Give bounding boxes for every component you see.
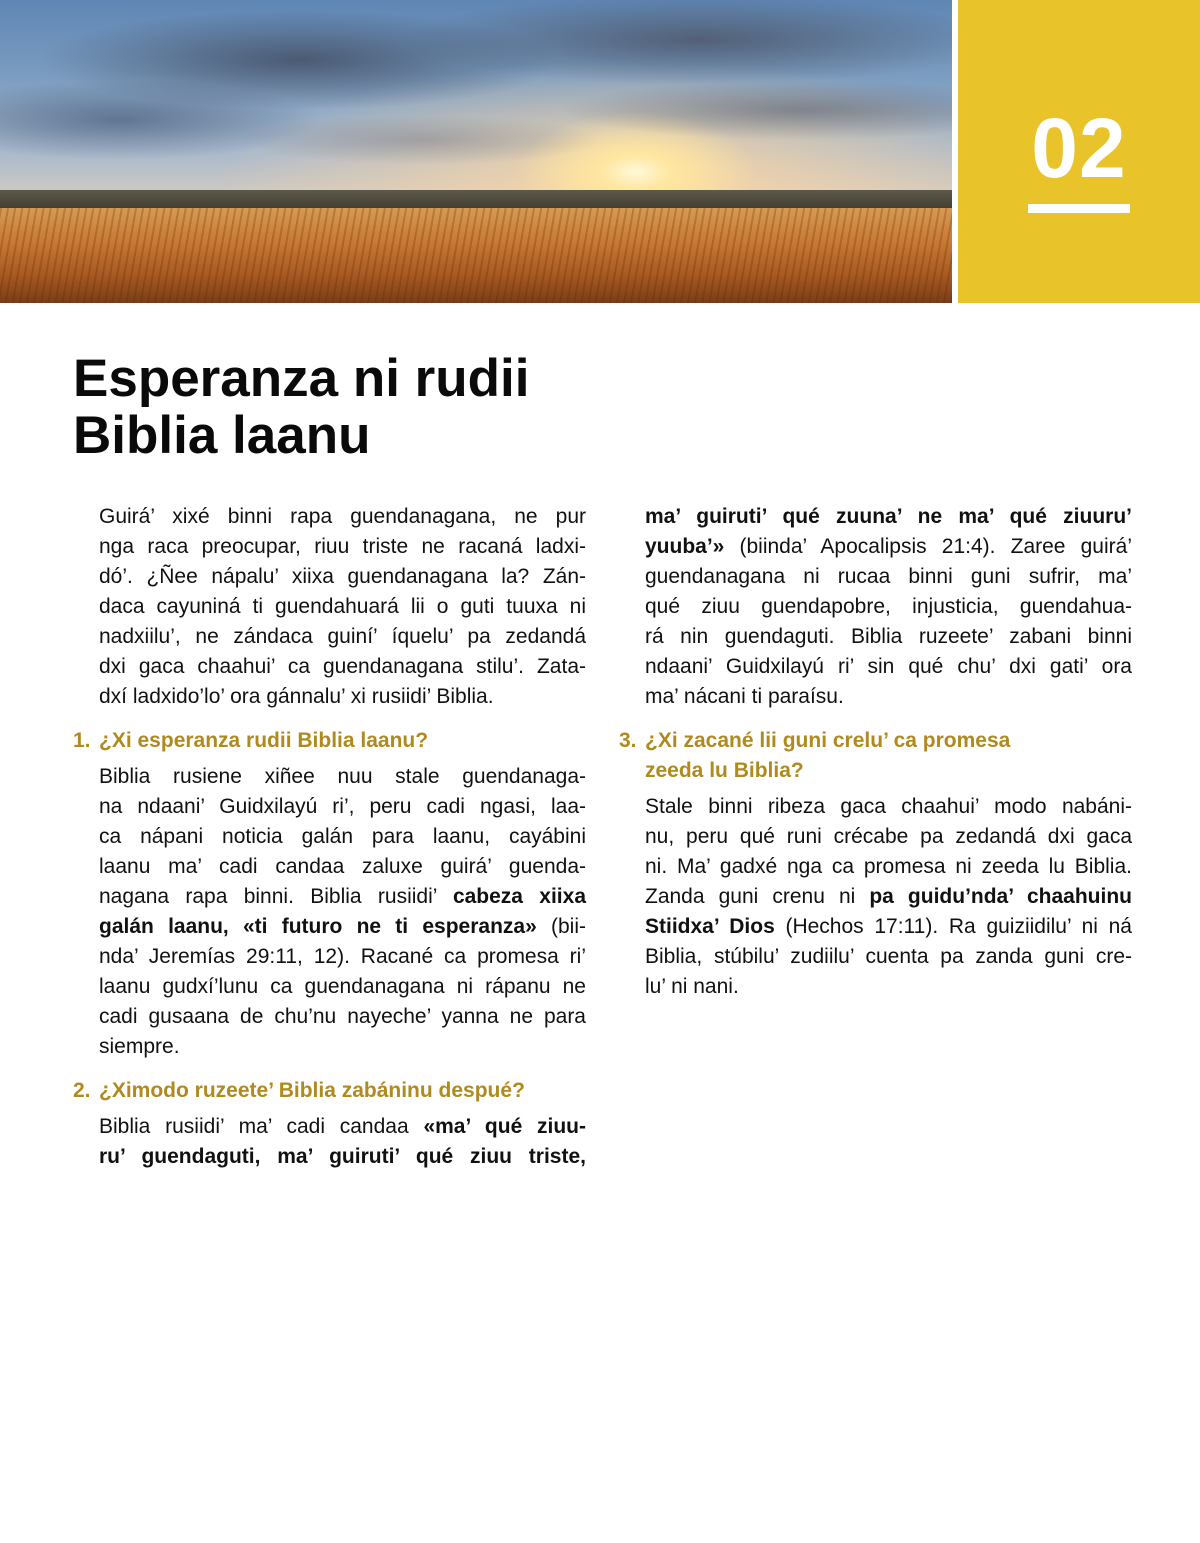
- text: Biblia rusiene xiñee nuu stale guendanaga-: [99, 765, 586, 788]
- text-line: [645, 882, 1132, 912]
- text: nagana rapa binni. Biblia rusiidi’: [99, 885, 453, 908]
- text: ni. Ma’ gadxé nga ca promesa ni zeeda lu Biblia.: [645, 855, 1132, 878]
- hero-image-wheat-field-sunset: [0, 0, 952, 303]
- text-line: [99, 562, 586, 592]
- text-line: [99, 912, 586, 942]
- text-line: [99, 1112, 586, 1142]
- text: ma’ nácani ti paraísu.: [645, 685, 844, 708]
- text: siempre.: [99, 1035, 180, 1058]
- text-line: [645, 532, 1132, 562]
- text-line: [645, 852, 1132, 882]
- text-line: [645, 592, 1132, 622]
- wheat-field: [0, 208, 952, 303]
- text-line: [99, 622, 586, 652]
- section-heading: [73, 1076, 586, 1106]
- text-line: [645, 972, 1132, 1002]
- text-line: [99, 972, 586, 1002]
- text: laanu gudxí’lunu ca guendanagana ni rápanu ne: [99, 975, 586, 998]
- chapter-number: 02: [1031, 101, 1127, 195]
- text-line: [645, 652, 1132, 682]
- text: nga raca preocupar, riuu triste ne racaná ladxi-: [99, 535, 586, 558]
- text: guendanagana ni rucaa binni guni sufrir, ma’: [645, 565, 1132, 588]
- text: nu, peru qué runi crécabe pa zedandá dxi gaca: [645, 825, 1132, 848]
- text-line: [99, 822, 586, 852]
- bold-text: cabeza xiixa: [452, 885, 586, 908]
- text-line: [99, 942, 586, 972]
- text: Biblia, stúbilu’ zudiilu’ cuenta pa zanda guni cre-: [645, 945, 1132, 968]
- section-number: 2.: [73, 1079, 91, 1102]
- bold-text: galán laanu, «ti futuro ne ti esperanza»: [99, 915, 537, 938]
- text-line: [645, 562, 1132, 592]
- text-line: [645, 822, 1132, 852]
- text-line: [99, 502, 586, 532]
- section-heading-text: ¿Xi esperanza rudii Biblia laanu?: [99, 729, 429, 752]
- section-number: 3.: [619, 729, 637, 752]
- text: lu’ ni nani.: [645, 975, 739, 998]
- paragraph: [99, 502, 586, 712]
- text: daca cayuniná ti guendahuará lii o guti tuuxa ni: [99, 595, 586, 618]
- text-line: [99, 652, 586, 682]
- bold-text: «ma’ qué ziuu-: [423, 1115, 587, 1138]
- text: nadxiilu’, ne zándaca guiní’ íquelu’ pa zedandá: [99, 625, 586, 648]
- text-line: [645, 682, 1132, 712]
- bold-text: pa guidu’nda’ chaahuinu: [869, 885, 1132, 908]
- text: rá nin guendaguti. Biblia ruzeete’ zabani binni: [645, 625, 1132, 648]
- chapter-badge: [958, 0, 1200, 303]
- page-title-line: Biblia laanu: [73, 406, 371, 465]
- section-heading: [619, 726, 1132, 786]
- text: dó’. ¿Ñee nápalu’ xiixa guendanagana la? Zán-: [99, 565, 586, 588]
- text: (Hechos 17:11). Ra guiziidilu’ ni ná: [774, 915, 1132, 938]
- text: cadi gusaana de chu’nu nayeche’ yanna ne para: [99, 1005, 586, 1028]
- bold-text: yuuba’»: [645, 535, 725, 558]
- text-line: [99, 532, 586, 562]
- text: laanu ma’ cadi candaa zaluxe guirá’ guenda-: [99, 855, 586, 878]
- paragraph: [645, 792, 1132, 1002]
- text-line: [99, 682, 586, 712]
- text-line: [99, 1032, 586, 1062]
- text-line: [645, 792, 1132, 822]
- text: na ndaani’ Guidxilayú ri’, peru cadi ngasi, laa-: [99, 795, 586, 818]
- text-line: [645, 942, 1132, 972]
- text-line: [645, 622, 1132, 652]
- text: (bii-: [536, 915, 586, 938]
- text: nda’ Jeremías 29:11, 12). Racané ca promesa ri’: [99, 945, 586, 968]
- section-heading-text: ¿Xi zacané lii guni crelu’ ca promesa: [645, 729, 1011, 752]
- paragraph: [99, 1112, 586, 1172]
- section-heading-text: zeeda lu Biblia?: [645, 759, 804, 782]
- text-line: [645, 502, 1132, 532]
- section-heading-text: ¿Ximodo ruzeete’ Biblia zabáninu despué?: [99, 1079, 525, 1102]
- bold-text: ma’ guiruti’ qué zuuna’ ne ma’ qué ziuuru’: [645, 505, 1132, 528]
- text: Guirá’ xixé binni rapa guendanagana, ne pur: [99, 505, 586, 528]
- text-line: [645, 912, 1132, 942]
- right-column: [619, 502, 1132, 1002]
- text-line: [99, 1142, 586, 1172]
- text-line: [99, 762, 586, 792]
- text: qué ziuu guendapobre, injusticia, guendahua-: [645, 595, 1132, 618]
- paragraph: [99, 762, 586, 1062]
- text-line: [99, 792, 586, 822]
- bold-text: ru’ guendaguti, ma’ guiruti’ qué ziuu triste,: [99, 1145, 586, 1168]
- section-heading: [73, 726, 586, 756]
- text-line: [99, 882, 586, 912]
- text: (biinda’ Apocalipsis 21:4). Zaree guirá’: [724, 535, 1132, 558]
- text: Stale binni ribeza gaca chaahui’ modo nabáni-: [645, 795, 1132, 818]
- chapter-underline: [1028, 204, 1130, 213]
- text: dxi gaca chaahui’ ca guendanagana stilu’. Zata-: [99, 655, 586, 678]
- text: dxí ladxido’lo’ ora gánnalu’ xi rusiidi’ Biblia.: [99, 685, 494, 708]
- left-column: [73, 502, 586, 1172]
- paragraph: [645, 502, 1132, 712]
- text: Zanda guni crenu ni: [645, 885, 870, 908]
- page-title: [73, 350, 530, 464]
- text: Biblia rusiidi’ ma’ cadi candaa: [99, 1115, 424, 1138]
- text-line: [99, 592, 586, 622]
- text-line: [99, 852, 586, 882]
- bold-text: Stiidxa’ Dios: [645, 915, 775, 938]
- text: ca nápani noticia galán para laanu, cayábini: [99, 825, 586, 848]
- text-line: [99, 1002, 586, 1032]
- text: ndaani’ Guidxilayú ri’ sin qué chu’ dxi gati’ ora: [645, 655, 1132, 678]
- section-number: 1.: [73, 729, 91, 752]
- page-title-line: Esperanza ni rudii: [73, 349, 530, 408]
